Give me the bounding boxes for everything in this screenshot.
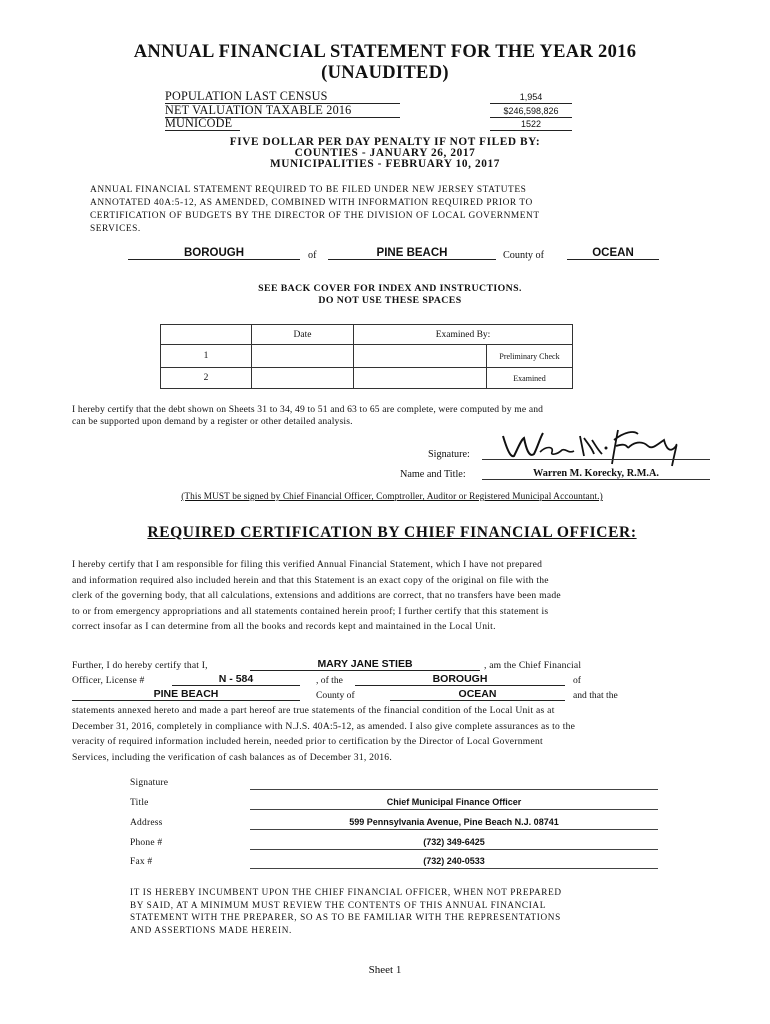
cfo-line-5: correct insofar as I can determine from all the books and records kept and maintained in the Local Unit.	[72, 621, 496, 632]
sheet-label: Sheet 1	[368, 964, 402, 976]
title-label: Title	[130, 798, 149, 808]
signer-requirement-text: (This MUST be signed by Chief Financial Officer, Comptroller, Auditor or Registered Municipal Accountant.)	[181, 492, 603, 502]
county-of-label: County of	[503, 250, 545, 261]
license-number: N - 584	[172, 673, 300, 686]
further-suffix: , am the Chief Financial	[484, 660, 582, 671]
of-label: of	[573, 675, 581, 686]
name-title-value: Warren M. Korecky, R.M.A.	[482, 468, 710, 480]
phone-value: (732) 349-6425	[250, 836, 658, 850]
phone-label: Phone #	[130, 838, 163, 848]
examined-by-header: Examined By:	[354, 325, 573, 345]
of-the-label: , of the	[316, 675, 343, 686]
penalty-line-2: COUNTIES - JANUARY 26, 2017	[294, 147, 476, 159]
examination-table	[160, 324, 573, 389]
further-line-5: December 31, 2016, completely in compliance with N.J.S. 40A:5-12, as amended. I also give complete assurances as to the	[72, 720, 576, 732]
address-value: 599 Pennsylvania Avenue, Pine Beach N.J. 08741	[250, 816, 658, 830]
intro-line-3: CERTIFICATION OF BUDGETS BY THE DIRECTOR OF THE DIVISION OF LOCAL GOVERNMENT	[90, 211, 540, 221]
penalty-line-3: MUNICIPALITIES - FEBRUARY 10, 2017	[270, 158, 500, 170]
and-that-label: and that the	[573, 690, 618, 701]
intro-line-4: SERVICES.	[90, 224, 141, 234]
incumbent-line-2: BY SAID, AT A MINIMUM MUST REVIEW THE CONTENTS OF THIS ANNUAL FINANCIAL	[130, 899, 546, 910]
date-header: Date	[252, 325, 354, 345]
sig-block-signature-line	[250, 776, 658, 790]
municode-value: 1522	[490, 119, 572, 131]
debt-cert-line-1: I hereby certify that the debt shown on Sheets 31 to 34, 49 to 51 and 63 to 65 are complete, were computed by me and	[72, 404, 544, 415]
intro-line-1: ANNUAL FINANCIAL STATEMENT REQUIRED TO BE FILED UNDER NEW JERSEY STATUTES	[90, 185, 527, 195]
title-value: Chief Municipal Finance Officer	[250, 796, 658, 810]
further-paragraph	[72, 703, 712, 765]
fax-value: (732) 240-0533	[250, 855, 658, 869]
further-line-7: Services, including the verification of cash balances as of December 31, 2016.	[72, 751, 392, 763]
cfo-paragraph	[72, 557, 712, 635]
instructions	[0, 283, 770, 307]
signer-requirement-note	[0, 492, 770, 502]
instructions-line-2: DO NOT USE THESE SPACES	[318, 295, 462, 306]
officer-name: MARY JANE STIEB	[250, 658, 480, 671]
name-title-label: Name and Title:	[400, 469, 466, 480]
incumbent-line-3: STATEMENT WITH THE PREPARER, SO AS TO BE FAMILIAR WITH THE REPRESENTATIONS	[130, 912, 561, 922]
municipality-type: BOROUGH	[128, 247, 300, 260]
signature-line	[482, 459, 710, 460]
document-title	[0, 42, 770, 84]
instructions-line-1: SEE BACK COVER FOR INDEX AND INSTRUCTIONS.	[258, 283, 522, 294]
cfo-certification-heading	[0, 524, 770, 542]
preliminary-check-label: Preliminary Check	[487, 345, 573, 368]
county-fill: OCEAN	[390, 688, 565, 701]
penalty-line-1: FIVE DOLLAR PER DAY PENALTY IF NOT FILED BY:	[229, 136, 541, 148]
census-value: 1,954	[490, 92, 572, 104]
further-line-4: statements annexed hereto and made a part hereof are true statements of the financial condition of the Local Unit as at	[72, 705, 555, 716]
municode-label: MUNICODE	[165, 116, 233, 130]
row-1-number: 1	[161, 345, 252, 368]
cfo-line-1: I hereby certify that I am responsible for filing this verified Annual Financial Statement, which I have not prepared	[72, 559, 543, 570]
cfo-line-4: to or from emergency appropriations and all statements contained herein proof; I further certify that this statement is	[72, 605, 549, 617]
intro-line-2: ANNOTATED 40A:5-12, AS AMENDED, COMBINED WITH INFORMATION REQUIRED PRIOR TO	[90, 198, 533, 208]
examined-label: Examined	[487, 368, 573, 389]
row-2-number: 2	[161, 368, 252, 389]
signature-label: Signature:	[428, 449, 470, 460]
incumbent-line-1: IT IS HEREBY INCUMBENT UPON THE CHIEF FINANCIAL OFFICER, WHEN NOT PREPARED	[130, 887, 562, 897]
fax-label: Fax #	[130, 857, 153, 867]
title-line-1: ANNUAL FINANCIAL STATEMENT FOR THE YEAR 2016	[133, 42, 637, 62]
municipality-name: PINE BEACH	[328, 247, 496, 260]
unit-type: BOROUGH	[355, 673, 565, 686]
incumbent-line-4: AND ASSERTIONS MADE HEREIN.	[130, 924, 292, 935]
title-line-2: (UNAUDITED)	[321, 63, 449, 83]
population-census-label: POPULATION LAST CENSUS	[165, 89, 328, 103]
cfo-line-2: and information required also included herein and that this Statement is an exact copy of the original on file with the	[72, 574, 549, 586]
further-line-6: veracity of required information included herein, needed prior to certification by the Director of Local Government	[72, 736, 543, 747]
address-label: Address	[130, 818, 163, 828]
county-of-text: County of	[316, 690, 355, 701]
unit-name: PINE BEACH	[72, 688, 300, 701]
municipality-of-label: of	[308, 250, 317, 261]
sig-block-signature-label: Signature	[130, 778, 169, 788]
municode-divider	[165, 130, 240, 131]
incumbent-paragraph	[130, 886, 630, 936]
cfo-line-3: clerk of the governing body, that all calculations, extensions and additions are correct, that no transfers have been made	[72, 590, 561, 601]
license-prefix: Officer, License #	[72, 675, 145, 686]
further-prefix: Further, I do hereby certify that I,	[72, 660, 208, 671]
county-name: OCEAN	[567, 247, 659, 260]
intro-paragraph	[90, 184, 650, 236]
valuation-value: $246,598,826	[490, 106, 572, 118]
debt-cert-line-2: can be supported upon demand by a register or other detailed analysis.	[72, 415, 353, 427]
handwritten-signature	[488, 418, 688, 468]
net-valuation-label: NET VALUATION TAXABLE 2016	[165, 103, 352, 117]
cfo-heading-text: REQUIRED CERTIFICATION BY CHIEF FINANCIAL OFFICER:	[147, 524, 637, 541]
